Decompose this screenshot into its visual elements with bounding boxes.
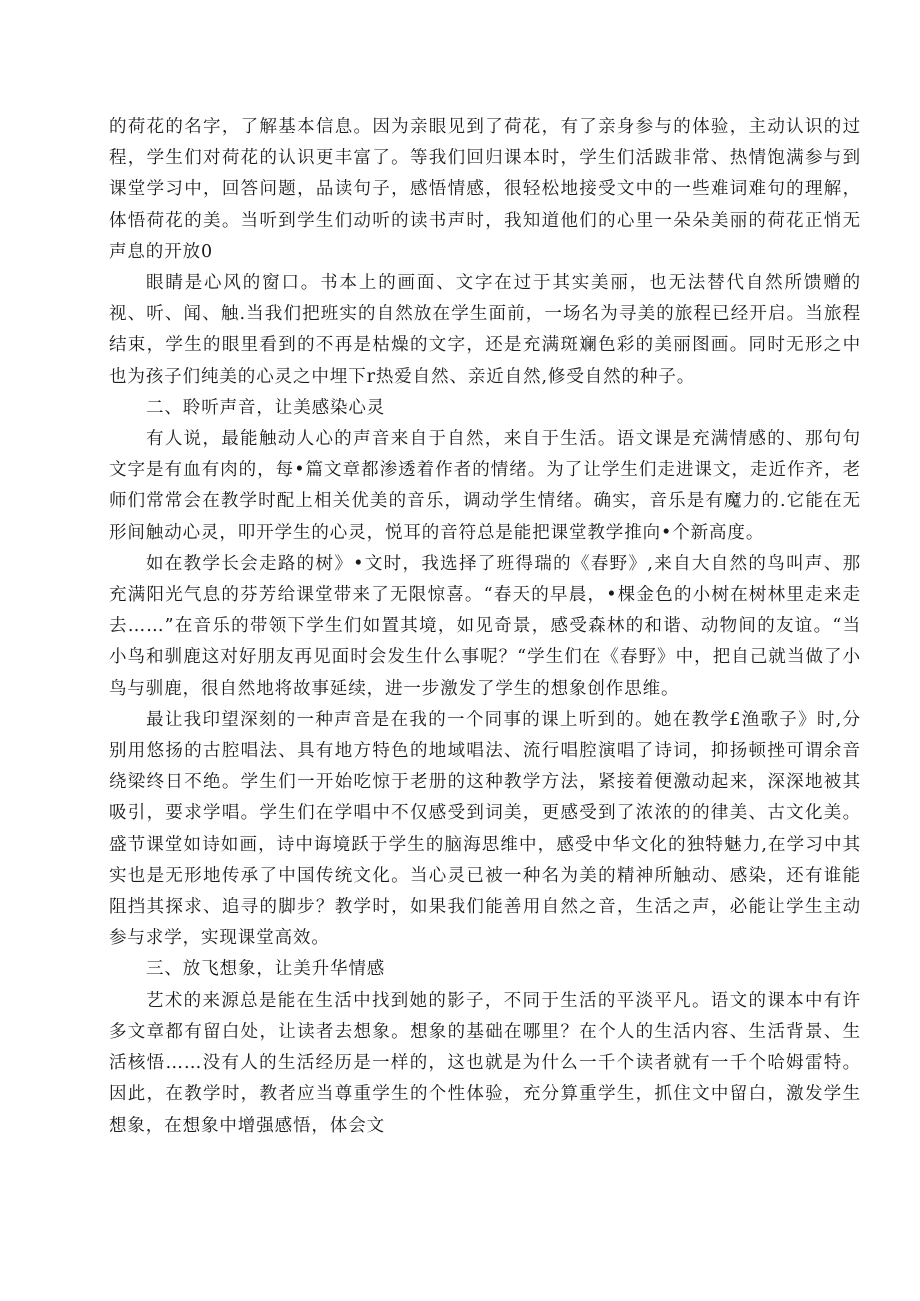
body-paragraph-6: 艺术的来源总是能在生活中找到她的影子，不同于生活的平淡平凡。语文的课本中有许多文章都有留白处，让读者去想象。想象的基础在哪里？在个人的生活内容、生活背景、生活核悟……没有人的生活经历是一样的，这也就是为什么一千个读者就有一千个哈姆雷特。因此，在教学时，教者应当尊重学生的个性体验，充分算重学生，抓住文中留白，激发学生想象，在想象中增强感悟，体会文 [109, 990, 861, 1136]
body-paragraph-2: 眼睛是心风的窗口。书本上的画面、文字在过于其实美丽，也无法替代自然所馈赠的视、听、闻、触.当我们把班实的自然放在学生面前，一场名为寻美的旅程已经开启。当旅程结束，学生的眼里看到的不再是枯燥的文字，还是充满斑斓色彩的美丽图画。同时无形之中也为孩子们纯美的心灵之中埋下r热爱自然、亲近自然,修受自然的种子。 [109, 273, 861, 387]
section-heading-2: 二、聆听声音，让美感染心灵 [146, 397, 386, 418]
section-heading-3: 三、放飞想象，让美升华情感 [146, 959, 386, 980]
body-paragraph-1: 的荷花的名字，了解基本信息。因为亲眼见到了荷花，有了亲身参与的体验，主动认识的过程，学生们对荷花的认识更丰富了。等我们回归课本时，学生们活跋非常、热情饱满参与到课堂学习中，回答问题，品读句子，感悟情感，很轻松地接受文中的一些难词难句的理解，体悟荷花的美。当听到学生们动听的读书声时，我知道他们的心里一朵朵美丽的荷花正悄无声息的开放0 [109, 117, 861, 262]
document-page [109, 112, 861, 1142]
body-paragraph-4: 如在教学长会走路的树》•文时，我选择了班得瑞的《春野》,来自大自然的鸟叫声、那充满阳光气息的芬芳给课堂带来了无限惊喜。“春天的早晨，•棵金色的小树在树林里走来走去……”在音乐的带领下学生们如置其境，如见奇景，感受森林的和谐、动物间的友谊。“当小鸟和驯鹿这对好朋友再见面时会发生什么事呢？“学生们在《春野》中，把自己就当做了小鸟与驯鹿，很自然地将故事延续，进一步激发了学生的想象创作思维。 [109, 553, 861, 699]
body-paragraph-3: 有人说，最能触动人心的声音来自于自然，来自于生活。语文课是充满情感的、那句句文字是有血有肉的，每•篇文章都渗透着作者的情绪。为了让学生们走进课文，走近作齐，老师们常常会在教学时配上相关优美的音乐，调动学生情绪。确实，音乐是有魔力的.它能在无形间触动心灵，叩开学生的心灵，悦耳的音符总是能把课堂教学推向•个新高度。 [109, 429, 861, 543]
body-paragraph-5: 最让我印望深刻的一种声音是在我的一个同事的课上听到的。她在教学£渔歌子》时,分别用悠扬的古腔唱法、具有地方特色的地域唱法、流行唱腔演唱了诗词，抑扬顿挫可谓余音绕梁终日不绝。学生们一开始吃惊于老册的这种教学方法，紧接着便激动起来，深深地被其吸引，要求学唱。学生们在学唱中不仅感受到词美，更感受到了浓浓的的律美、古文化美。盛节课堂如诗如画，诗中诲境跃于学生的脑海思维中，感受中华文化的独特魅力,在学习中其实也是无形地传承了中国传统文化。当心灵已被一种名为美的精神所触动、感染，还有谁能阻挡其探求、追寻的脚步？教学时，如果我们能善用自然之音，生活之声，必能让学生主动参与求学，实现课堂高效。 [109, 709, 861, 949]
